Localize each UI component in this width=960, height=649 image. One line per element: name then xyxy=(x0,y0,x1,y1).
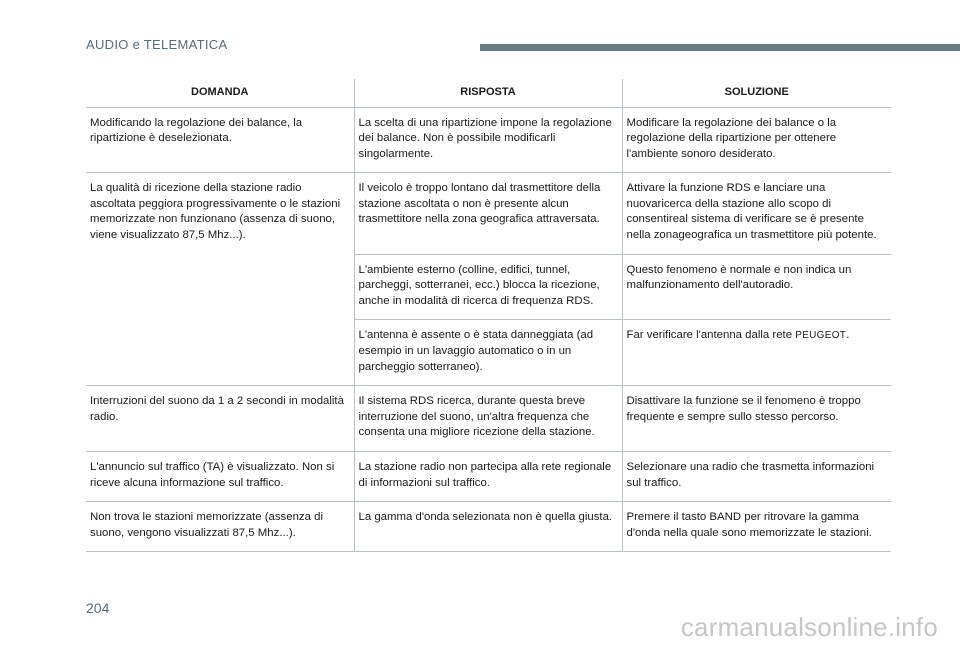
solution-text-end: . xyxy=(846,329,850,342)
cell-risposta: La scelta di una ripartizione impone la regolazione dei balance. Non è possibile modificarli singolarmente. xyxy=(354,107,622,173)
cell-risposta: L'ambiente esterno (colline, edifici, tunnel, parcheggi, sotterranei, ecc.) blocca la ricezione, anche in modalità di ricerca di frequenza RDS. xyxy=(354,254,622,320)
table-row xyxy=(86,502,891,552)
cell-risposta: Il sistema RDS ricerca, durante questa breve interruzione del suono, un'altra frequenza che consenta una migliore ricezione della stazione. xyxy=(354,386,622,452)
troubleshooting-table xyxy=(86,79,891,552)
brand-name: PEUGEOT xyxy=(795,330,847,342)
page-number: 204 xyxy=(86,600,110,616)
column-header-soluzione: SOLUZIONE xyxy=(622,79,891,107)
cell-risposta: La stazione radio non partecipa alla rete regionale di informazioni sul traffico. xyxy=(354,452,622,502)
table-row xyxy=(86,107,891,173)
cell-soluzione xyxy=(622,320,891,386)
table-row xyxy=(86,173,891,254)
cell-domanda: Non trova le stazioni memorizzate (assenza di suono, vengono visualizzati 87,5 Mhz...). xyxy=(86,502,354,552)
section-title: AUDIO e TELEMATICA xyxy=(86,37,228,52)
cell-soluzione: Selezionare una radio che trasmetta informazioni sul traffico. xyxy=(622,452,891,502)
table-row xyxy=(86,452,891,502)
cell-risposta: La gamma d'onda selezionata non è quella giusta. xyxy=(354,502,622,552)
cell-risposta: L'antenna è assente o è stata danneggiata (ad esempio in un lavaggio automatico o in un parcheggio sotterraneo). xyxy=(354,320,622,386)
header-bar xyxy=(480,44,960,51)
table-header-row xyxy=(86,79,891,107)
cell-domanda: Modificando la regolazione dei balance, la ripartizione è deselezionata. xyxy=(86,107,354,173)
watermark: carmanualsonline.info xyxy=(680,612,938,642)
cell-soluzione: Attivare la funzione RDS e lanciare una nuovaricerca della stazione allo scopo di consentireal sistema di verificare se è presente nella zonageografica un trasmettitore più potente. xyxy=(622,173,891,254)
cell-domanda: L'annuncio sul traffico (TA) è visualizzato. Non si riceve alcuna informazione sul traffico. xyxy=(86,452,354,502)
cell-risposta: Il veicolo è troppo lontano dal trasmettitore della stazione ascoltata o non è presente alcun trasmettitore nella zona geografica attraversata. xyxy=(354,173,622,254)
table-row xyxy=(86,386,891,452)
solution-text: Far verificare l'antenna dalla rete xyxy=(626,329,796,342)
cell-soluzione: Premere il tasto BAND per ritrovare la gamma d'onda nella quale sono memorizzate le stazioni. xyxy=(622,502,891,552)
cell-soluzione: Disattivare la funzione se il fenomeno è troppo frequente e sempre sullo stesso percorso. xyxy=(622,386,891,452)
column-header-domanda: DOMANDA xyxy=(86,79,354,107)
cell-soluzione: Questo fenomeno è normale e non indica un malfunzionamento dell'autoradio. xyxy=(622,254,891,320)
cell-domanda: La qualità di ricezione della stazione radio ascoltata peggiora progressivamente o le stazioni memorizzate non funzionano (assenza di suono, viene visualizzato 87,5 Mhz...). xyxy=(86,173,354,386)
cell-soluzione: Modificare la regolazione dei balance o la regolazione della ripartizione per ottenere l'ambiente sonoro desiderato. xyxy=(622,107,891,173)
column-header-risposta: RISPOSTA xyxy=(354,79,622,107)
cell-domanda: Interruzioni del suono da 1 a 2 secondi in modalità radio. xyxy=(86,386,354,452)
